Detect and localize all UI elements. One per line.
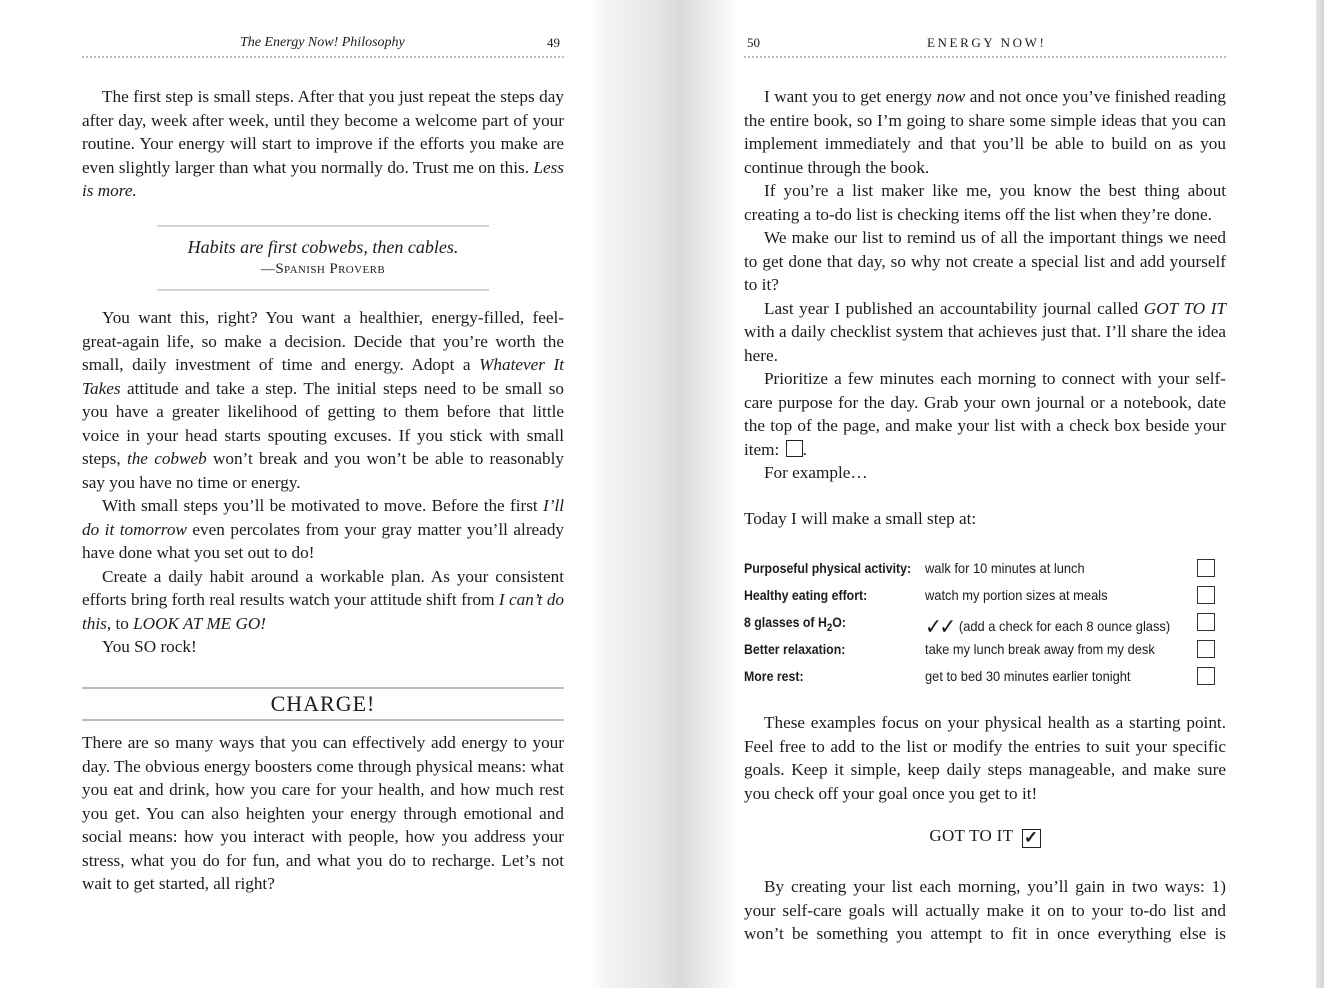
paragraph: For example…	[764, 463, 868, 482]
intro-line: Today I will make a small step at:	[744, 509, 977, 528]
checkbox[interactable]	[1197, 559, 1215, 577]
paragraph: You SO rock!	[102, 637, 197, 656]
book-gutter-shadow	[590, 0, 740, 988]
section-heading: CHARGE!	[82, 687, 564, 721]
right-text-block-2	[744, 711, 1226, 805]
paragraph: There are so many ways that you can effectively add energy to your day. The obvious energy boosters come through physical means: what you eat and drink, how you care for your health, and how much rest you get. You can also heighten your energy through emotional and social means: how you interact with people, how you address your stress, what you do for fun, and what you do to recharge. Let’s not wait to get started, all right?	[82, 733, 564, 893]
left-text-block-2	[82, 306, 564, 659]
checkbox[interactable]	[1197, 586, 1215, 604]
paragraph: If you’re a list maker like me, you know the best thing about creating a to-do list is checking items off the list when they’re done.	[744, 181, 1226, 224]
right-text-block-3	[744, 875, 1226, 946]
checklist-label: Purposeful physical activity:	[744, 560, 912, 576]
paragraph: Prioritize a few minutes each morning to connect with your self-care purpose for the day. Grab your own journal or a notebook, date the top of the page, and make your list with a check box beside your item: .	[744, 369, 1226, 459]
checklist-label: More rest:	[744, 668, 804, 684]
left-text-block-1	[82, 85, 564, 203]
paragraph: By creating your list each morning, you’ll gain in two ways: 1) your self-care goals will actually make it on to your to-do list and won’t be something you attempt to fit in once everything else is	[744, 877, 1226, 943]
right-text-block-1	[744, 85, 1226, 485]
checklist-value: take my lunch break away from my desk	[925, 641, 1155, 657]
checklist-row	[744, 665, 1226, 692]
quote-text: Habits are first cobwebs, then cables.	[187, 237, 459, 257]
checklist-row	[744, 557, 1226, 584]
paragraph: We make our list to remind us of all the important things we need to get done that day, so why not create a special list and add yourself to it?	[744, 228, 1226, 294]
checklist-label: 8 glasses of $H_2O$:	[744, 614, 846, 634]
page-number: 49	[547, 35, 560, 50]
quote-attribution: —Spanish Proverb	[260, 261, 386, 277]
running-head-right	[744, 34, 1226, 58]
checkbox[interactable]	[1197, 667, 1215, 685]
paragraph: Create a daily habit around a workable plan. As your consistent efforts bring forth real results watch your attitude shift from I can’t do this, to LOOK AT ME GO!	[82, 566, 565, 633]
double-check-icon: ✓✓	[925, 614, 954, 639]
got-to-it-logo	[744, 826, 1226, 848]
checklist-value: ✓✓ (add a check for each 8 ounce glass)	[925, 614, 1171, 639]
paragraph: With small steps you’ll be motivated to move. Before the first I’ll do it tomorrow even percolates from your gray matter you’ll already have done what you set out to do!	[82, 496, 565, 562]
checklist-intro	[744, 507, 1226, 531]
checklist-label: Healthy eating effort:	[744, 587, 868, 603]
checklist-value: walk for 10 minutes at lunch	[925, 560, 1085, 576]
page-number: 50	[747, 35, 760, 50]
paragraph: The first step is small steps. After that you just repeat the steps day after day, week after week, until they become a welcome part of your routine. Your energy will start to improve if the efforts you make are even slightly larger than what you normally do. Trust me on this. Less is more.	[82, 87, 564, 200]
running-head-left	[82, 34, 564, 58]
daily-checklist	[744, 557, 1226, 692]
checklist-row	[744, 611, 1226, 638]
paragraph: Last year I published an accountability journal called GOT TO IT with a daily checklist system that achieves just that. I’ll share the idea here.	[744, 298, 1227, 365]
paragraph: You want this, right? You want a healthier, energy-filled, feel-great-again life, so make a decision. Decide that you’re worth the small, daily investment of time and energy. Adopt a Whatever It Takes attitude and take a step. The initial steps need to be small so you have a greater likelihood of getting to them before that little voice in your head starts spouting excuses. If you stick with small steps, the cobweb won’t break and you won’t be able to reasonably say you have no time or energy.	[82, 308, 564, 492]
checkbox[interactable]	[1197, 613, 1215, 631]
paragraph: I want you to get energy now and not once you’ve finished reading the entire book, so I’m going to share some simple ideas that you can implement immediately and that you’ll be able to build on as you continue through the book.	[744, 87, 1226, 177]
running-head-title: The Energy Now! Philosophy	[240, 35, 405, 50]
page-edge	[1316, 0, 1324, 988]
epigraph-quote	[157, 225, 489, 291]
checked-box-icon: ✓	[1022, 829, 1041, 848]
left-text-block-3	[82, 731, 564, 896]
paragraph: These examples focus on your physical health as a starting point. Feel free to add to the list or modify the entries to suit your specific goals. Keep it simple, keep daily steps manageable, and make sure you check off your goal once you get to it!	[744, 713, 1226, 803]
checkbox[interactable]	[1197, 640, 1215, 658]
checklist-row	[744, 638, 1226, 665]
checklist-row	[744, 584, 1226, 611]
checklist-value: watch my portion sizes at meals	[925, 587, 1108, 603]
logo-text: GOT TO IT	[929, 826, 1014, 845]
checkbox-icon	[786, 440, 803, 457]
running-head-title: ENERGY NOW!	[927, 35, 1047, 50]
checklist-label: Better relaxation:	[744, 641, 846, 657]
checklist-value: get to bed 30 minutes earlier tonight	[925, 668, 1131, 684]
